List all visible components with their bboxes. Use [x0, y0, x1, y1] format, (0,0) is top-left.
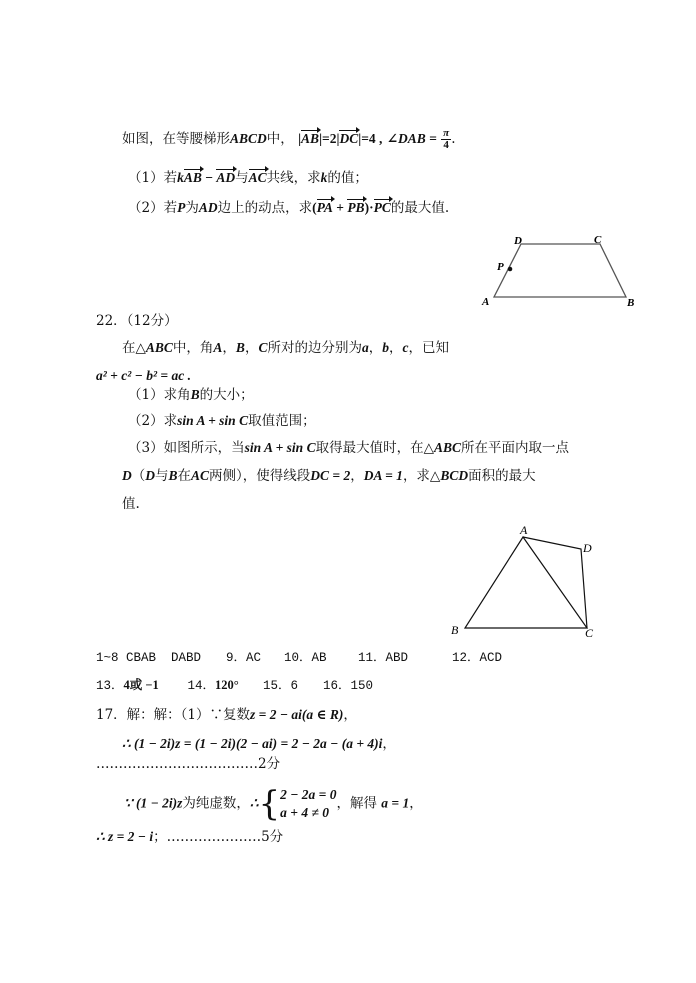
answer-10: 10．AB: [284, 651, 327, 665]
q22-part3: （3）如图所示，当sin A + sin C取得最大值时，在△ABC所在平面内取一点: [128, 440, 569, 456]
label-a: A: [520, 523, 528, 537]
answer-1-8: 1~8 CBAB DABD: [96, 651, 202, 665]
label-c: C: [585, 626, 594, 640]
label-b: B: [627, 297, 635, 309]
vec-dc: DC: [339, 131, 359, 146]
pi-over-four: $\frac{\pi}{4}$: [443, 127, 450, 151]
sol17-dots1: ………………………………2分: [96, 756, 281, 772]
answer-9: 9．AC: [226, 651, 262, 665]
q21-part2: （2）若P为AD边上的动点，求(PA + PB)·PC的最大值.: [128, 200, 450, 216]
q22-equation: a² + c² − b² = ac .: [96, 368, 191, 383]
q21-intro: 如图，在等腰梯形ABCD中， |AB|=2|DC|=4 , ∠DAB = $\frac{\pi}{4}$ .: [122, 127, 456, 151]
trapezoid-shape: [494, 244, 626, 297]
label-p: P: [497, 261, 504, 273]
answer-16: 16．150: [323, 679, 374, 693]
q22-line1: 在△ABC中，角A，B，C所对的边分别为a，b，c，已知: [122, 340, 449, 356]
q22-part3-line3: 值.: [122, 496, 140, 512]
label-d: D: [583, 541, 592, 555]
sol17-line4: ∵ (1 − 2i)z为纯虚数，∴{ 2 − 2a = 0 a + 4 ≠ 0 ，解得 a = 1，: [124, 784, 423, 825]
answers-row-1: [96, 651, 502, 666]
answer-11: 11．ABD: [358, 651, 409, 665]
answers-row-2: 13．4或 −1 14．120° 15．6 16．150: [96, 678, 374, 693]
answer-13: 4或 −1: [123, 678, 159, 692]
label-b: B: [451, 623, 459, 637]
q22-part2: （2）求sin A + sin C取值范围；: [128, 413, 316, 429]
sol17-line5: ∴ z = 2 − i；…………………5分: [96, 829, 284, 845]
point-p-dot: [508, 267, 513, 272]
q22-part1: （1）求角B的大小；: [128, 387, 254, 403]
label-a: A: [482, 296, 490, 308]
sol17-line1: 17．解：解：（1）∵复数z = 2 − ai(a ∈ R)，: [96, 707, 357, 723]
equation-system: 2 − 2a = 0 a + 4 ≠ 0: [280, 787, 337, 821]
q21-part1: （1）若kAB − AD与AC共线，求k的值；: [128, 170, 368, 186]
vec-ab: AB: [301, 131, 320, 146]
sol17-line2: ∴ (1 − 2i)z = (1 − 2i)(2 − ai) = 2 − 2a − (a + 4)i，: [122, 736, 396, 752]
answer-15: 15．6: [263, 679, 299, 693]
answer-12: 12．ACD: [452, 651, 503, 665]
label-c: C: [594, 234, 602, 246]
q22-part3-line2: D（D与B在AC两侧），使得线段DC = 2，DA = 1，求△BCD面积的最大: [122, 468, 536, 484]
answer-14: 120°: [215, 678, 239, 692]
trapezoid-figure: [478, 230, 638, 310]
triangle-abc: [465, 537, 587, 628]
label-d: D: [514, 235, 522, 247]
q22-heading: 22．（12分）: [96, 313, 178, 329]
triangle-figure: [445, 520, 605, 645]
